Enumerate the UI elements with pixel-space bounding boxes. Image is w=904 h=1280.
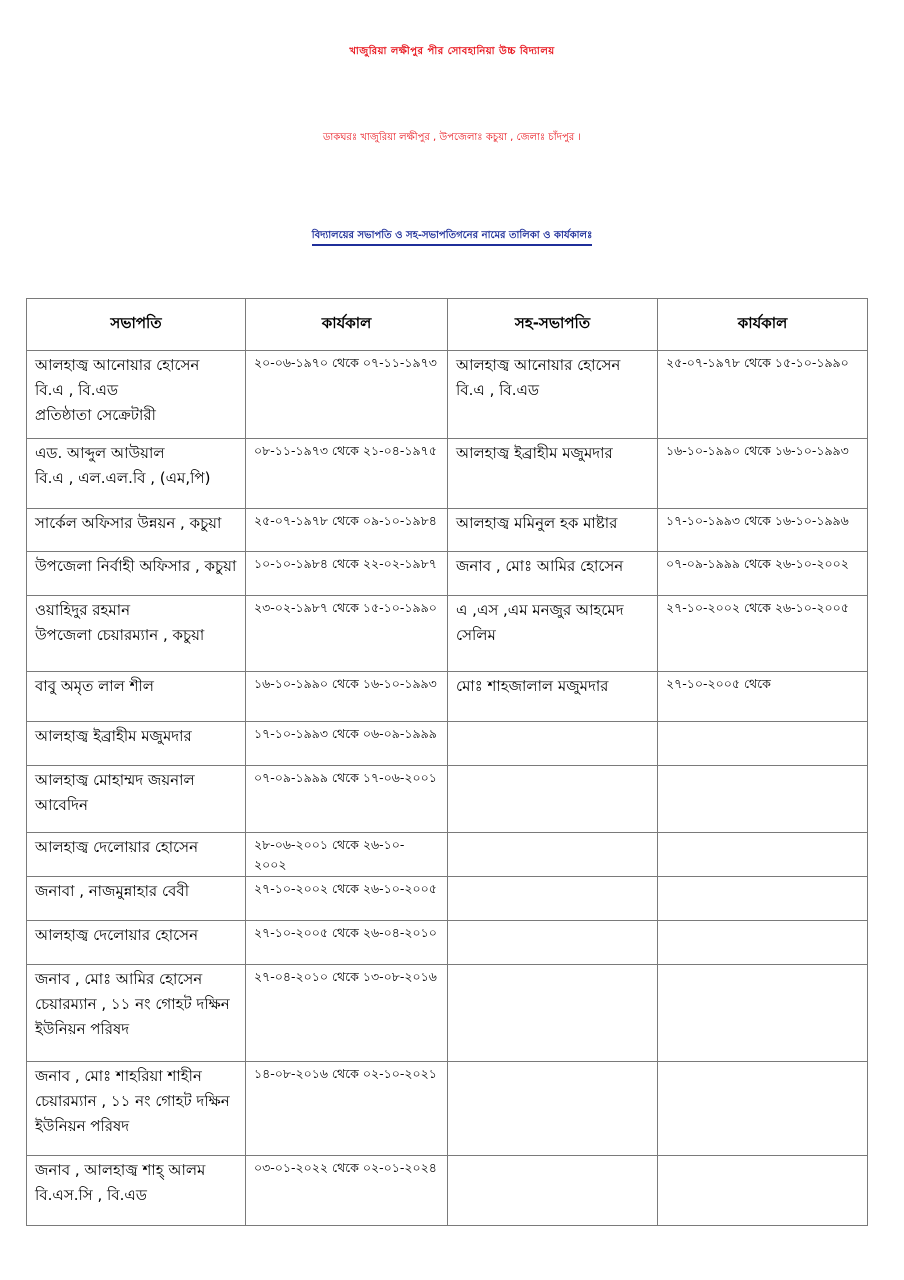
header-vice-president: সহ-সভাপতি: [448, 299, 658, 351]
vice-term-cell: [658, 1156, 868, 1226]
table-row: [27, 1062, 868, 1156]
vice-term-cell-line: ০৭-০৯-১৯৯৯ থেকে ২৬-১০-২০০২: [666, 556, 849, 571]
vice-president-cell: [448, 439, 658, 509]
table-row: [27, 877, 868, 921]
president-cell-line: চেয়ারম্যান , ১১ নং গোহট দক্ষিন: [35, 995, 230, 1013]
vice-president-cell: [448, 965, 658, 1062]
table-row: [27, 722, 868, 766]
vice-president-cell-line: সেলিম: [456, 626, 496, 644]
president-term-cell: [246, 722, 448, 766]
table-row: [27, 552, 868, 596]
president-cell-line: চেয়ারম্যান , ১১ নং গোহট দক্ষিন: [35, 1092, 230, 1110]
president-term-cell: [246, 766, 448, 833]
table-row: [27, 439, 868, 509]
vice-term-cell: [658, 351, 868, 439]
vice-term-cell: [658, 722, 868, 766]
president-term-cell-line: ২৫-০৭-১৯৭৮ থেকে ০৯-১০-১৯৮৪: [254, 513, 437, 528]
vice-term-cell: [658, 509, 868, 552]
vice-president-cell-line: বি.এ , বি.এড: [456, 381, 539, 399]
table-header-row: [27, 299, 868, 351]
vice-president-cell: [448, 596, 658, 672]
vice-term-cell: [658, 766, 868, 833]
president-cell: [27, 877, 246, 921]
president-cell: [27, 1156, 246, 1226]
president-term-cell-line: ২৭-০৪-২০১০ থেকে ১৩-০৮-২০১৬: [254, 969, 437, 984]
header-president-term: কার্যকাল: [246, 299, 448, 351]
president-term-cell: [246, 552, 448, 596]
president-term-cell-line: ০৩-০১-২০২২ থেকে ০২-০১-২০২৪: [254, 1160, 437, 1175]
president-cell-line: উপজেলা চেয়ারম্যান , কচুয়া: [35, 626, 205, 644]
table-row: [27, 921, 868, 965]
president-term-cell-line: ০৮-১১-১৯৭৩ থেকে ২১-০৪-১৯৭৫: [254, 443, 437, 458]
vice-president-cell-line: এ ,এস ,এম মনজুর আহমেদ: [456, 601, 624, 619]
president-cell-line: আলহাজ্ব মোহাম্মদ জয়নাল: [35, 771, 195, 789]
vice-term-cell: [658, 552, 868, 596]
table-row: [27, 1156, 868, 1226]
table-row: [27, 351, 868, 439]
vice-term-cell-line: ২৫-০৭-১৯৭৮ থেকে ১৫-১০-১৯৯০: [666, 355, 849, 370]
vice-term-cell: [658, 439, 868, 509]
president-term-cell-line: ২৭-১০-২০০২ থেকে ২৬-১০-২০০৫: [254, 881, 437, 896]
president-cell-line: সার্কেল অফিসার উন্নয়ন , কচুয়া: [35, 514, 222, 532]
president-cell: [27, 766, 246, 833]
president-cell-line: আবেদিন: [35, 796, 88, 814]
committee-table: [26, 298, 868, 1226]
president-cell-line: জনাব , আলহাজ্ব শাহ্ আলম: [35, 1161, 206, 1179]
vice-term-cell-line: ২৭-১০-২০০৫ থেকে: [666, 676, 771, 691]
table-body: [27, 351, 868, 1226]
header-president: সভাপতি: [27, 299, 246, 351]
vice-president-cell-line: আলহাজ্ব আনোয়ার হোসেন: [456, 356, 621, 374]
vice-term-cell-line: ১৭-১০-১৯৯৩ থেকে ১৬-১০-১৯৯৬: [666, 513, 849, 528]
vice-president-cell: [448, 1062, 658, 1156]
vice-president-cell: [448, 509, 658, 552]
list-heading-text: বিদ্যালয়ের সভাপতি ও সহ-সভাপতিগনের নামের তালিকা ও কার্যকালঃ: [312, 230, 593, 246]
president-term-cell-line: ২০-০৬-১৯৭০ থেকে ০৭-১১-১৯৭৩: [254, 355, 437, 370]
vice-president-cell-line: আলহাজ্ব ইব্রাহীম মজুমদার: [456, 444, 613, 462]
president-cell-line: উপজেলা নির্বাহী অফিসার , কচুয়া: [35, 557, 237, 575]
president-term-cell-line: ১০-১০-১৯৮৪ থেকে ২২-০২-১৯৮৭: [254, 556, 437, 571]
table-row: [27, 965, 868, 1062]
president-cell-line: প্রতিষ্ঠাতা সেক্রেটারী: [35, 406, 156, 424]
president-term-cell: [246, 965, 448, 1062]
school-address: ডাকঘরঃ খাজুরিয়া লক্ষীপুর , উপজেলাঃ কচুয়া , জেলাঃ চাঁদপুর ।: [322, 132, 581, 143]
vice-president-cell: [448, 552, 658, 596]
president-cell-line: জনাবা , নাজমুন্নাহার বেবী: [35, 882, 190, 900]
vice-term-cell-line: ২৭-১০-২০০২ থেকে ২৬-১০-২০০৫: [666, 600, 849, 615]
president-cell-line: বি.এ , বি.এড: [35, 381, 118, 399]
table-row: [27, 766, 868, 833]
list-heading: [0, 228, 904, 245]
president-cell: [27, 351, 246, 439]
president-term-cell-line: ১৪-০৮-২০১৬ থেকে ০২-১০-২০২১: [254, 1066, 437, 1081]
president-term-cell: [246, 351, 448, 439]
president-cell-line: বি.এ , এল.এল.বি , (এম,পি): [35, 469, 211, 487]
vice-president-cell: [448, 766, 658, 833]
president-term-cell: [246, 1062, 448, 1156]
vice-president-cell: [448, 722, 658, 766]
president-term-cell-line: ২৮-০৬-২০০১ থেকে ২৬-১০-: [254, 837, 405, 852]
vice-president-cell: [448, 833, 658, 877]
president-term-cell: [246, 672, 448, 722]
vice-president-cell: [448, 877, 658, 921]
vice-president-cell: [448, 351, 658, 439]
president-cell: [27, 1062, 246, 1156]
president-cell-line: আলহাজ্ব দেলোয়ার হোসেন: [35, 838, 199, 856]
president-term-cell: [246, 509, 448, 552]
president-cell-line: জনাব , মোঃ শাহরিয়া শাহীন: [35, 1067, 202, 1085]
president-term-cell-line: ১৭-১০-১৯৯৩ থেকে ০৬-০৯-১৯৯৯: [254, 726, 437, 741]
president-cell: [27, 552, 246, 596]
vice-term-cell: [658, 877, 868, 921]
president-cell: [27, 722, 246, 766]
president-cell-line: ইউনিয়ন পরিষদ: [35, 1020, 130, 1038]
president-cell-line: এড. আব্দুল আউয়াল: [35, 444, 165, 462]
president-term-cell-line: ১৬-১০-১৯৯০ থেকে ১৬-১০-১৯৯৩: [254, 676, 437, 691]
president-cell: [27, 965, 246, 1062]
president-cell-line: আলহাজ্ব ইব্রাহীম মজুমদার: [35, 727, 192, 745]
president-cell-line: বাবু অমৃত লাল শীল: [35, 677, 154, 695]
president-cell: [27, 509, 246, 552]
vice-president-cell-line: জনাব , মোঃ আমির হোসেন: [456, 557, 624, 575]
vice-term-cell: [658, 965, 868, 1062]
vice-president-cell: [448, 1156, 658, 1226]
vice-term-cell: [658, 921, 868, 965]
vice-term-cell: [658, 833, 868, 877]
president-cell: [27, 921, 246, 965]
vice-president-cell: [448, 672, 658, 722]
president-cell-line: ওয়াহিদুর রহমান: [35, 601, 131, 619]
president-cell: [27, 672, 246, 722]
president-term-cell-line: ২৭-১০-২০০৫ থেকে ২৬-০৪-২০১০: [254, 925, 437, 940]
table-row: [27, 833, 868, 877]
president-term-cell-line: ২৩-০২-১৯৮৭ থেকে ১৫-১০-১৯৯০: [254, 600, 437, 615]
table-row: [27, 596, 868, 672]
vice-president-cell: [448, 921, 658, 965]
president-cell-line: বি.এস.সি , বি.এড: [35, 1186, 147, 1204]
president-term-cell: [246, 1156, 448, 1226]
vice-president-cell-line: আলহাজ্ব মমিনুল হক মাষ্টার: [456, 514, 618, 532]
vice-term-cell: [658, 596, 868, 672]
vice-president-cell-line: মোঃ শাহজালাল মজুমদার: [456, 677, 609, 695]
president-cell: [27, 439, 246, 509]
president-cell: [27, 833, 246, 877]
president-term-cell: [246, 439, 448, 509]
president-cell-line: ইউনিয়ন পরিষদ: [35, 1117, 130, 1135]
president-term-cell: [246, 833, 448, 877]
school-name: খাজুরিয়া লক্ষীপুর পীর সোবহানিয়া উচ্চ বিদ্যালয়: [349, 46, 555, 57]
table-row: [27, 509, 868, 552]
president-term-cell: [246, 877, 448, 921]
president-term-cell: [246, 921, 448, 965]
header-vice-term: কার্যকাল: [658, 299, 868, 351]
vice-term-cell: [658, 672, 868, 722]
president-cell: [27, 596, 246, 672]
table-row: [27, 672, 868, 722]
vice-term-cell: [658, 1062, 868, 1156]
president-term-cell-line: ০৭-০৯-১৯৯৯ থেকে ১৭-০৬-২০০১: [254, 770, 437, 785]
president-cell-line: আলহাজ্ব আনোয়ার হোসেন: [35, 356, 200, 374]
vice-term-cell-line: ১৬-১০-১৯৯০ থেকে ১৬-১০-১৯৯৩: [666, 443, 849, 458]
president-term-cell: [246, 596, 448, 672]
president-term-cell-line: ২০০২: [254, 857, 287, 872]
president-cell-line: আলহাজ্ব দেলোয়ার হোসেন: [35, 926, 199, 944]
president-cell-line: জনাব , মোঃ আমির হোসেন: [35, 970, 203, 988]
